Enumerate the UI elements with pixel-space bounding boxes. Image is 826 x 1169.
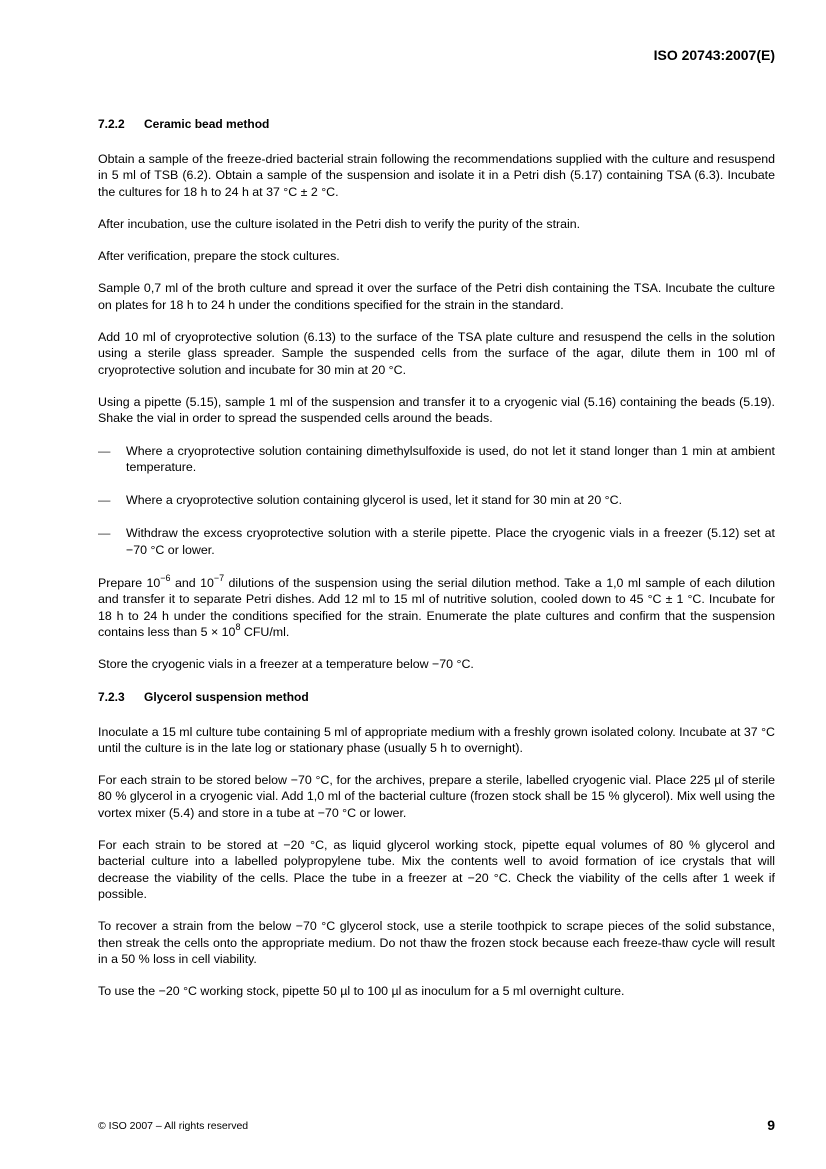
list-item: [98, 525, 775, 558]
paragraph: Obtain a sample of the freeze-dried bacterial strain following the recommendations supplied with the culture and resuspend in 5 ml of TSB (6.2). Obtain a sample of the suspension and isolate it in a Petri dish (5.17) containing TSA (6.3). Incubate the cultures for 18 h to 24 h at 37 °C ± 2 °C.: [98, 152, 775, 199]
text-run: and 10: [170, 576, 214, 591]
paragraph: Sample 0,7 ml of the broth culture and spread it over the surface of the Petri dish containing the TSA. Incubate the culture on plates for 18 h to 24 h under the conditions specified for the strain in the standard.: [98, 281, 775, 312]
document-id-header: ISO 20743:2007(E): [653, 47, 775, 63]
section-heading-7-2-3: [98, 689, 775, 705]
paragraph: Add 10 ml of cryoprotective solution (6.13) to the surface of the TSA plate culture and resuspend the cells in the solution using a sterile glass spreader. Sample the suspended cells from the surface of the agar, dilute them in 100 ml of cryoprotective solution and incubate for 30 min at 20 °C.: [98, 330, 775, 377]
list-item-text: Where a cryoprotective solution containing dimethylsulfoxide is used, do not let it stand longer than 1 min at ambient temperature.: [126, 443, 775, 474]
list-item-text: Where a cryoprotective solution containing glycerol is used, let it stand for 30 min at 20 °C.: [126, 493, 623, 508]
section-number: 7.2.2: [98, 117, 125, 131]
dash-bullet: —: [98, 493, 111, 508]
page-content: [98, 116, 775, 1015]
paragraph-dilutions: [98, 572, 775, 640]
text-run: CFU/ml.: [240, 624, 290, 639]
paragraph: Inoculate a 15 ml culture tube containing 5 ml of appropriate medium with a freshly grown isolated colony. Incubate at 37 °C until the culture is in the late log or stationary phase (usually 5 h to overnight).: [98, 724, 775, 755]
paragraph: Store the cryogenic vials in a freezer at a temperature below −70 °C.: [98, 657, 474, 672]
superscript: 8: [235, 621, 241, 632]
section-title: Ceramic bead method: [144, 117, 270, 131]
superscript: −7: [213, 572, 225, 583]
section-heading-7-2-2: [98, 116, 775, 132]
text-run: dilutions of the suspension using the serial dilution method. Take a 1,0 ml sample of each dilution and transfer it to separate Petri dishes. Add 12 ml to 15 ml of nutritive solution, cooled down to 45 °C ± 1 °C. Incubate for 18 h to 24 h under the conditions specified for the strain. Enumerate the plate cultures and confirm that the suspension contains less than 5 × 10: [98, 576, 775, 639]
paragraph: To recover a strain from the below −70 °C glycerol stock, use a sterile toothpick to scrape pieces of the solid substance, then streak the cells onto the appropriate medium. Do not thaw the frozen stock because each freeze-thaw cycle will result in a 50 % loss in cell viability.: [98, 919, 775, 966]
dash-bullet: —: [98, 443, 111, 458]
paragraph: After incubation, use the culture isolated in the Petri dish to verify the purity of the strain.: [98, 216, 581, 231]
list-item-text: Withdraw the excess cryoprotective solution with a sterile pipette. Place the cryogenic vials in a freezer (5.12) set at −70 °C or lower.: [126, 526, 775, 557]
list-item: [98, 443, 775, 476]
superscript: −6: [160, 572, 171, 583]
paragraph: For each strain to be stored below −70 °C, for the archives, prepare a sterile, labelled cryogenic vial. Place 225 µl of sterile 80 % glycerol in a cryogenic vial. Add 1,0 ml of the bacterial culture (frozen stock shall be 15 % glycerol). Mix well using the vortex mixer (5.4) and store in a tube at −70 °C or lower.: [98, 773, 775, 820]
dash-bullet: —: [98, 526, 111, 541]
list-item: [98, 492, 775, 508]
text-run: Prepare 10: [98, 576, 161, 591]
section-title: Glycerol suspension method: [144, 689, 309, 704]
paragraph: To use the −20 °C working stock, pipette 50 µl to 100 µl as inoculum for a 5 ml overnight culture.: [98, 984, 625, 999]
paragraph: Using a pipette (5.15), sample 1 ml of the suspension and transfer it to a cryogenic vial (5.16) containing the beads (5.19). Shake the vial in order to spread the suspended cells around the beads.: [98, 394, 775, 426]
section-number: 7.2.3: [98, 689, 125, 704]
paragraph: After verification, prepare the stock cultures.: [98, 249, 340, 264]
copyright-footer: © ISO 2007 – All rights reserved: [98, 1120, 249, 1132]
paragraph: For each strain to be stored at −20 °C, as liquid glycerol working stock, pipette equal volumes of 80 % glycerol and bacterial culture into a labelled polypropylene tube. Mix the contents well to avoid formation of ice crystals that will decrease the viability of the cells. Place the tube in a freezer at −20 °C. Check the viability of the cells after 1 week if possible.: [98, 838, 775, 901]
page-number: 9: [767, 1117, 775, 1133]
